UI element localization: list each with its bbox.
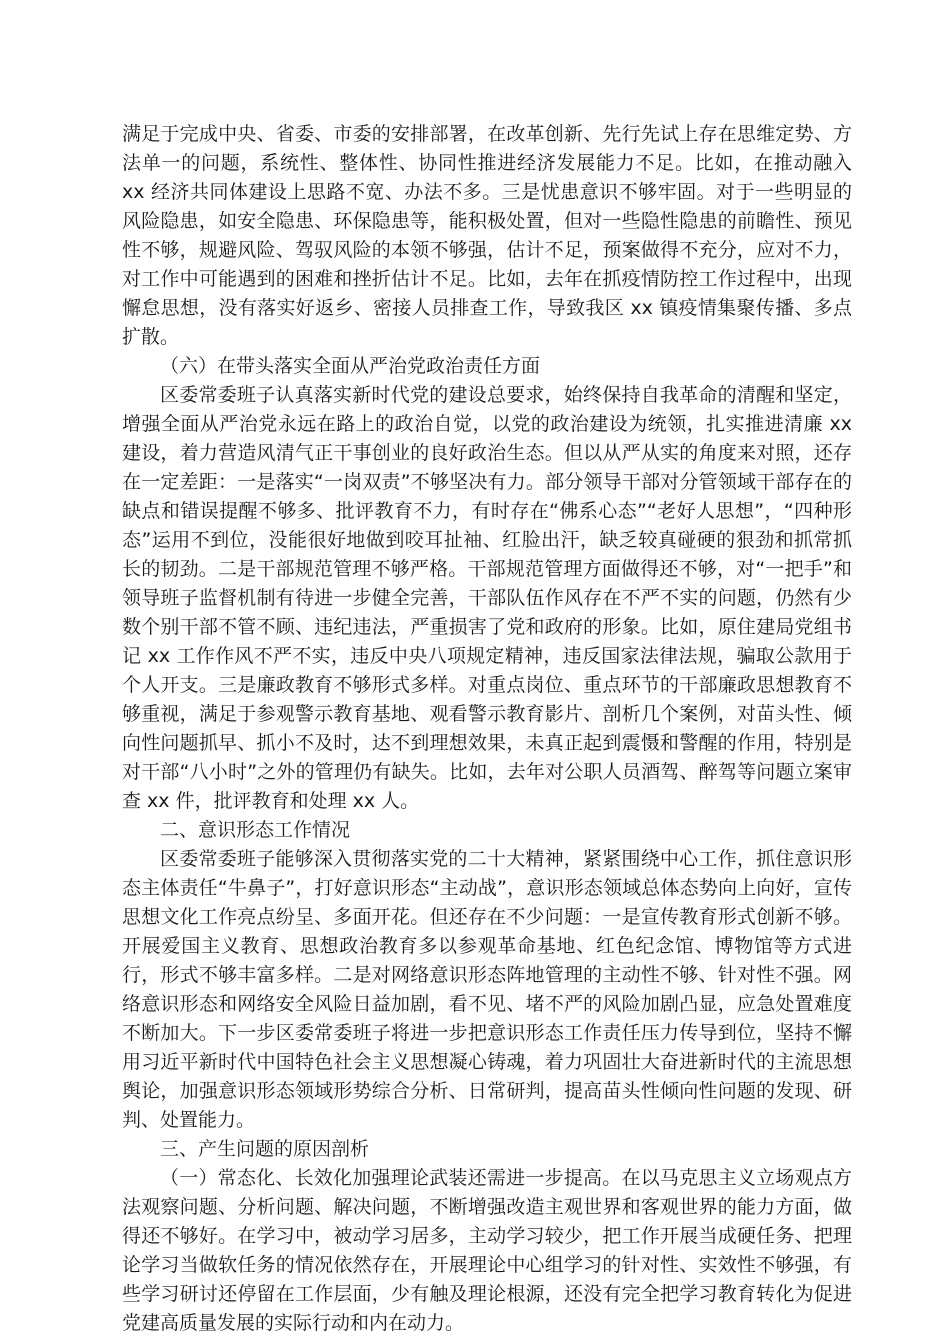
paragraph-causes-1: （一）常态化、长效化加强理论武装还需进一步提高。在以马克思主义立场观点方法观察问题、分析问题、解决问题，不断增强改造主观世界和客观世界的能力方面，做得还不够好。在学习中，被动学习居多，主动学习较少，把工作开展当成硬任务、把理论学习当做软任务的情况依然存在，开展理论中心组学习的针对性、实效性不够强，有些学习研讨还停留在工作层面，少有触及理论根源，还没有完全把学习教育转化为促进党建高质量发展的实际行动和内在动力。	[122, 1167, 852, 1334]
paragraph-ideology: 区委常委班子能够深入贯彻落实党的二十大精神，紧紧围绕中心工作，抓住意识形态主体责任“牛鼻子”，打好意识形态“主动战”，意识形态领域总体态势向上向好，宣传思想文化工作亮点纷呈、多面开花。但还存在不少问题：一是宣传教育形式创新不够。开展爱国主义教育、思想政治教育多以参观革命基地、红色纪念馆、博物馆等方式进行，形式不够丰富多样。二是对网络意识形态阵地管理的主动性不够、针对性不强。网络意识形态和网络安全风险日益加剧，看不见、堵不严的风险加剧凸显，应急处置难度不断加大。下一步区委常委班子将进一步把意识形态工作责任压力传导到位，坚持不懈用习近平新时代中国特色社会主义思想凝心铸魂，着力巩固壮大奋进新时代的主流思想舆论，加强意识形态领域形势综合分析、日常研判，提高苗头性倾向性问题的发现、研判、处置能力。	[122, 848, 852, 1131]
section-heading-6: （六）在带头落实全面从严治党政治责任方面	[160, 355, 541, 377]
paragraph-continuation: 满足于完成中央、省委、市委的安排部署，在改革创新、先行先试上存在思维定势、方法单一的问题，系统性、整体性、协同性推进经济发展能力不足。比如，在推动融入 xx 经济共同体建设上思路不宽、办法不多。三是忧患意识不够牢固。对于一些明显的风险隐患，如安全隐患、环保隐患等，能积极处置，但对一些隐性隐患的前瞻性、预见性不够，规避风险、驾驭风险的本领不够强，估计不足，预案做得不充分，应对不力，对工作中可能遇到的困难和挫折估计不足。比如，去年在抓疫情防控工作过程中，出现懈怠思想，没有落实好返乡、密接人员排查工作，导致我区 xx 镇疫情集聚传播、多点扩散。	[122, 123, 852, 348]
document-page	[122, 120, 852, 1338]
section-heading-causes: 三、产生问题的原因剖析	[160, 1138, 370, 1160]
paragraph-party-discipline: 区委常委班子认真落实新时代党的建设总要求，始终保持自我革命的清醒和坚定，增强全面从严治党永远在路上的政治自觉，以党的政治建设为统领，扎实推进清廉 xx 建设，着力营造风清气正干事创业的良好政治生态。但以从严从实的角度来对照，还存在一定差距：一是落实“一岗双责”不够坚决有力。部分领导干部对分管领域干部存在的缺点和错误提醒不够多、批评教育不力，有时存在“佛系心态”“老好人思想”，“四种形态”运用不到位，没能很好地做到咬耳扯袖、红脸出汗，缺乏较真碰硬的狠劲和抓常抓长的韧劲。二是干部规范管理不够严格。干部规范管理方面做得还不够，对“一把手”和领导班子监督机制有待进一步健全完善，干部队伍作风存在不严不实的问题，仍然有少数个别干部不管不顾、违纪违法，严重损害了党和政府的形象。比如，原住建局党组书记 xx 工作作风不严不实，违反中央八项规定精神，违反国家法律法规，骗取公款用于个人开支。三是廉政教育不够形式多样。对重点岗位、重点环节的干部廉政思想教育不够重视，满足于参观警示教育基地、观看警示教育影片、剖析几个案例，对苗头性、倾向性问题抓早、抓小不及时，达不到理想效果，未真正起到震慑和警醒的作用，特别是对干部“八小时”之外的管理仍有缺失。比如，去年对公职人员酒驾、醉驾等问题立案审查 xx 件，批评教育和处理 xx 人。	[122, 384, 852, 812]
section-heading-ideology: 二、意识形态工作情况	[160, 819, 351, 841]
